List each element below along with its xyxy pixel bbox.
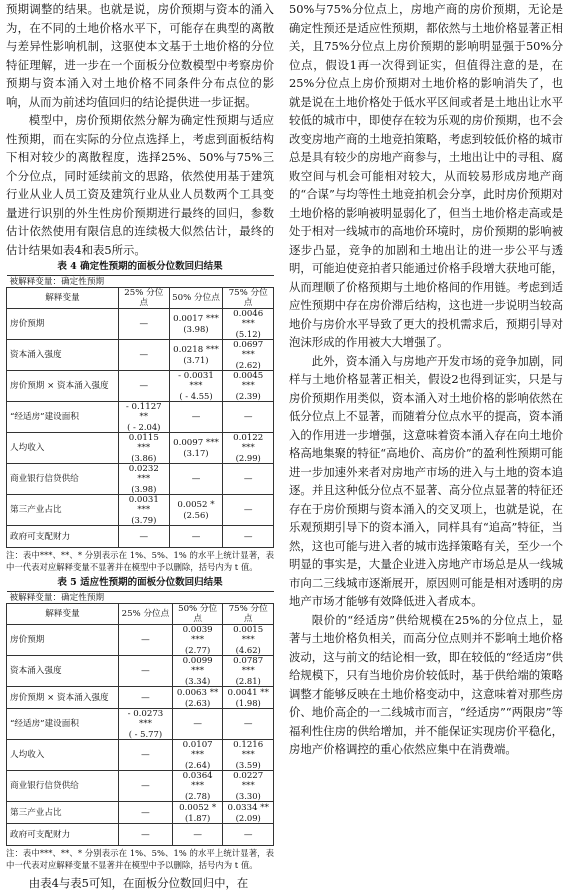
coefficient-value: —	[191, 531, 201, 542]
table-row	[7, 771, 274, 802]
coefficient-cell	[119, 495, 170, 526]
coefficient-cell	[169, 495, 223, 526]
coefficient-cell	[223, 340, 274, 371]
left-paragraph-1: 预期调整的结果。也就是说，房价预期与资本的涌入为，在不同的土地价格水平下，可能存在典型的离散与差异性影响机制，这驱使本文基于土地价格的分位特征理解，进一步在一个面板分位数模型中考察房价预期与资本涌入对土地价格不同条件分布点位的影响，从而为前述均值回归的结论提供进一步证据。	[6, 2, 274, 109]
coefficient-cell	[119, 402, 170, 433]
row-label: 人均收入	[7, 433, 119, 464]
coefficient-cell	[223, 433, 274, 464]
row-label: 第三产业占比	[7, 495, 119, 526]
coefficient-value: —	[243, 531, 253, 542]
coefficient-cell	[172, 687, 223, 709]
coefficient-value: 0.0232 ***	[128, 464, 159, 484]
coefficient-cell	[169, 433, 223, 464]
coefficient-value: 0.0052 *	[179, 802, 217, 813]
coefficient-value: —	[243, 412, 253, 422]
table-row	[7, 309, 274, 340]
row-label: 第三产业占比	[7, 802, 119, 824]
coefficient-value: 0.0107 ***	[182, 740, 213, 760]
coefficient-value: 0.0364 ***	[182, 771, 213, 791]
t-statistic: (3.86)	[131, 453, 157, 463]
coefficient-value: 0.0031 ***	[128, 495, 159, 515]
t-statistic: (3.71)	[183, 355, 209, 365]
coefficient-value: 0.0015 ***	[233, 625, 264, 645]
t-statistic: (2.64)	[185, 760, 211, 770]
table4	[6, 275, 274, 548]
coefficient-cell	[223, 656, 274, 687]
coefficient-value: 0.0115 ***	[128, 433, 159, 453]
row-label: 商业银行信贷供给	[7, 771, 119, 802]
coefficient-cell	[223, 495, 274, 526]
t-statistic: (3.17)	[183, 448, 209, 458]
left-paragraph-2: 模型中，房价预期依然分解为确定性预期与适应性预期，而在实际的分位点选择上，考虑到面板结构下相对较少的离散程度，选择25%、50%与75%三个分位点，同时延续前文的思路，依然使用基于建筑行业从业人员工资及建筑行业从业人员数两个工具变量进行识别的外生性房价预期进行最终的回归，参数估计依然使用有限信息的连续极大似然估计，最终的估计结果如表4和表5所示。	[6, 113, 274, 257]
row-label: 资本涌入强度	[7, 656, 119, 687]
coefficient-value: 0.0787 ***	[233, 656, 264, 676]
coefficient-cell	[172, 625, 223, 656]
coefficient-value: —	[193, 719, 202, 729]
coefficient-cell	[172, 824, 223, 846]
coefficient-cell	[172, 802, 223, 824]
coefficient-value: 0.0227 ***	[233, 771, 264, 791]
table-dependent-variable: 被解释变量：确定性预期	[7, 592, 274, 604]
coefficient-value: 0.0099 ***	[182, 656, 213, 676]
coefficient-value: —	[243, 829, 253, 840]
row-label: 政府可支配财力	[7, 526, 119, 548]
coefficient-cell	[119, 433, 170, 464]
t-statistic: (2.99)	[235, 453, 261, 463]
table5-note: 注：表中***、**、* 分别表示在 1%、5%、1% 的水平上统计显著，表中一代表对应解释变量不显著并在模型中予以删除，括号内为 t 值。	[6, 848, 274, 870]
t-statistic: (2.39)	[235, 391, 261, 401]
coefficient-value: —	[139, 319, 149, 329]
coefficient-value: 0.0017 ***	[173, 314, 219, 324]
coefficient-value: 0.0052 *	[177, 500, 215, 510]
coefficient-value: —	[191, 412, 201, 422]
t-statistic: (2.62)	[235, 360, 261, 370]
coefficient-cell	[119, 740, 173, 771]
coefficient-cell	[119, 802, 173, 824]
table-header-cell: 25% 分位点	[119, 288, 170, 309]
t-statistic: (3.59)	[235, 760, 261, 770]
coefficient-value: 0.0097 ***	[173, 438, 219, 448]
t-statistic: ( - 4.55)	[179, 391, 213, 401]
table-header-cell: 75% 分位点	[223, 288, 274, 309]
t-statistic: (2.81)	[235, 676, 261, 686]
table-row	[7, 371, 274, 402]
table-row	[7, 687, 274, 709]
coefficient-cell	[223, 371, 274, 402]
coefficient-value: —	[139, 531, 149, 542]
row-label: 政府可支配财力	[7, 824, 119, 846]
coefficient-value: —	[191, 474, 201, 484]
t-statistic: (1.87)	[185, 812, 211, 823]
coefficient-cell	[223, 740, 274, 771]
coefficient-cell	[223, 402, 274, 433]
coefficient-cell	[119, 625, 173, 656]
coefficient-cell	[169, 526, 223, 548]
table-row	[7, 402, 274, 433]
t-statistic: (2.77)	[185, 645, 211, 655]
coefficient-value: —	[243, 719, 253, 729]
row-label: 房价预期	[7, 309, 119, 340]
coefficient-cell	[119, 771, 173, 802]
table-row	[7, 709, 274, 740]
t-statistic: (2.09)	[235, 812, 261, 823]
coefficient-value: 0.0697 ***	[233, 340, 264, 360]
left-column	[6, 0, 274, 893]
coefficient-cell	[172, 656, 223, 687]
coefficient-value: —	[193, 829, 202, 840]
coefficient-cell	[223, 771, 274, 802]
table-header-cell: 50% 分位点	[169, 288, 223, 309]
right-paragraph-2: 此外，资本涌入与房地产开发市场的竞争加剧，同样与土地价格显著正相关，假设2也得到证实，只是与房价预期作用类似，资本涌入对土地价格的影响依然在低分位点上不显著，而随着分位点水平的提高，资本涌入的作用进一步增强，这意味着资本涌入存在向土地价格高地集聚的特征“高地价、高房价”的盈利性预期可能进一步加速外来者对房地产市场的进入与土地的资本追逐。并且这种低分位点不显著、高分位点显著的特征还存在于房价预期与资本涌入的交叉项上，也就是说，在乐观预期引导下的资本涌入，同样具有“追高”特征，当然，这也可能与进入者的城市选择策略有关，至少一个明显的事实是，大量企业进入房地产市场总是从一线城市向二三线城市逐渐展开，原因则可能是相对透明的房地产市场才能够有效降低进入者成本。	[289, 353, 563, 608]
coefficient-cell	[172, 740, 223, 771]
coefficient-value: —	[141, 692, 150, 703]
coefficient-value: 0.1216 ***	[233, 740, 264, 760]
table-dependent-variable: 被解释变量：确定性预期	[7, 276, 274, 288]
table-row	[7, 625, 274, 656]
coefficient-cell	[169, 340, 223, 371]
t-statistic: ( - 2.04)	[127, 422, 161, 432]
coefficient-value: —	[141, 750, 150, 760]
table-row	[7, 824, 274, 846]
coefficient-value: 0.0046 ***	[233, 309, 264, 329]
table5	[6, 591, 274, 846]
row-label: 房价预期 × 资本涌入强度	[7, 687, 119, 709]
t-statistic: (2.78)	[185, 791, 211, 801]
right-paragraph-3: 限价的“经适房”供给规模在25%的分位点上，显著与土地价格负相关，而高分位点则并不影响土地价格波动，这与前文的结论相一致，即在较低的“经适房”供给规模下，只有当地价房价较低时，基于供给端的策略调整才能够反映在土地价格变动中，这意味着对那些房价、地价高企的一二线城市而言，“经适房”“两限房”等福利性住房的供给增加，并不能保证实现房价平稳化，房地产价格调控的重心依然应集中在消费端。	[289, 612, 563, 756]
coefficient-cell	[172, 709, 223, 740]
coefficient-cell	[169, 464, 223, 495]
coefficient-value: - 0.0273 ***	[127, 709, 164, 729]
t-statistic: ( - 5.77)	[128, 729, 163, 739]
coefficient-cell	[223, 687, 274, 709]
coefficient-cell	[169, 309, 223, 340]
row-label: “经适房”建设面积	[7, 709, 119, 740]
coefficient-cell	[169, 402, 223, 433]
table4-note: 注：表中***、**、* 分别表示在 1%、5%、1% 的水平上统计显著，表中一代表对应解释变量不显著并在模型中予以删除，括号内为 t 值。	[6, 550, 274, 572]
coefficient-value: —	[141, 635, 150, 645]
coefficient-value: —	[141, 807, 150, 818]
coefficient-value: —	[139, 350, 149, 360]
coefficient-cell	[119, 824, 173, 846]
coefficient-value: 0.0045 ***	[233, 371, 264, 391]
t-statistic: (2.56)	[183, 510, 209, 520]
left-paragraph-3: 由表4与表5可知，在面板分位数回归中，在	[28, 876, 249, 890]
table-row	[7, 495, 274, 526]
coefficient-cell	[169, 371, 223, 402]
table-header-cell: 解释变量	[7, 288, 119, 309]
coefficient-cell	[119, 526, 170, 548]
table-header-cell: 50% 分位点	[172, 604, 223, 625]
table-row	[7, 340, 274, 371]
table-row	[7, 526, 274, 548]
row-label: “经适房”建设面积	[7, 402, 119, 433]
coefficient-value: —	[141, 781, 150, 791]
table-row	[7, 802, 274, 824]
table-header-cell: 25% 分位点	[119, 604, 173, 625]
coefficient-value: 0.0039 ***	[182, 625, 213, 645]
table-row	[7, 656, 274, 687]
right-column	[289, 0, 563, 759]
t-statistic: (5.12)	[235, 329, 261, 339]
t-statistic: (4.62)	[235, 645, 261, 655]
table5-caption: 表 5 适应性预期的面板分位数回归结果	[57, 577, 223, 588]
row-label: 资本涌入强度	[7, 340, 119, 371]
t-statistic: (3.30)	[235, 791, 261, 801]
coefficient-value: - 0.0031 ***	[178, 371, 214, 391]
t-statistic: (3.79)	[131, 515, 157, 525]
table-header-cell: 解释变量	[7, 604, 119, 625]
t-statistic: (1.98)	[235, 697, 261, 708]
coefficient-value: —	[141, 829, 150, 840]
coefficient-cell	[119, 656, 173, 687]
coefficient-cell	[119, 687, 173, 709]
coefficient-value: 0.0063 **	[176, 687, 219, 698]
coefficient-cell	[223, 309, 274, 340]
coefficient-value: —	[139, 381, 149, 391]
coefficient-cell	[223, 625, 274, 656]
row-label: 房价预期	[7, 625, 119, 656]
coefficient-cell	[223, 464, 274, 495]
table-row	[7, 740, 274, 771]
t-statistic: (3.98)	[131, 484, 157, 494]
t-statistic: (3.34)	[185, 676, 211, 686]
coefficient-value: —	[141, 666, 150, 676]
coefficient-cell	[119, 464, 170, 495]
coefficient-value: 0.0122 ***	[233, 433, 264, 453]
coefficient-cell	[119, 709, 173, 740]
t-statistic: (3.98)	[183, 324, 209, 334]
table-row	[7, 433, 274, 464]
coefficient-cell	[119, 309, 170, 340]
coefficient-cell	[223, 802, 274, 824]
coefficient-cell	[119, 340, 170, 371]
coefficient-value: - 0.1127 **	[125, 402, 162, 422]
table-header-cell: 75% 分位点	[223, 604, 274, 625]
coefficient-cell	[172, 771, 223, 802]
t-statistic: (2.63)	[185, 697, 211, 708]
right-paragraph-1: 50%与75%分位点上，房地产商的房价预期，无论是确定性预还是适应性预期，都依然与土地价格显著正相关，且75%分位点上房价预期的影响明显强于50%分位点，假设1再一次得到证实，但值得注意的是，在25%分位点上房价预期对土地价格的影响消失了，也就是说在土地价格处于低水平区间或者是土地出让水平较低的城市中，即使存在较为乐观的房价预期，也不会改变房地产商的土地竞拍策略，考虑到较低价格的城市总是具有较少的房地产商参与，土地出让中的寻租、腐败空间与机会可能相对较大，从而较易形成房地产商的“合谋”与均等性土地竞拍机会分享，此时房价预期对土地价格的影响被明显弱化了，但当土地价格走高或是处于相对一线城市的高地价环境时，房价预期的影响被逐步凸显，竞争的加剧和土地出让的进一步公平与透明，可能迫使竞拍者只能通过价格手段增大获地可能，从而理顺了价格预期与土地价格间的作用链。考虑到适应性预期中存在房价滞后结构，这也进一步说明当较高地价与房价水平导致了更大的投机需求后，预期引导对泡沫形成的作用被大大增强了。	[289, 2, 563, 349]
coefficient-cell	[223, 824, 274, 846]
coefficient-value: 0.0218 ***	[173, 345, 219, 355]
table4-caption: 表 4 确定性预期的面板分位数回归结果	[57, 261, 223, 272]
row-label: 房价预期 × 资本涌入强度	[7, 371, 119, 402]
coefficient-value: 0.0041 **	[227, 687, 269, 698]
table-row	[7, 464, 274, 495]
coefficient-cell	[223, 709, 274, 740]
coefficient-cell	[119, 371, 170, 402]
coefficient-value: —	[243, 505, 253, 515]
row-label: 商业银行信贷供给	[7, 464, 119, 495]
coefficient-value: 0.0334 **	[227, 802, 269, 813]
coefficient-cell	[223, 526, 274, 548]
row-label: 人均收入	[7, 740, 119, 771]
coefficient-value: —	[243, 474, 253, 484]
